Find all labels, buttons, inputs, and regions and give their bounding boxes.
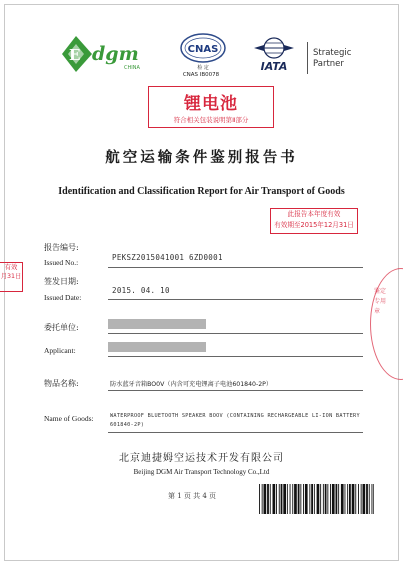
barcode-bar [347,484,348,514]
barcode-bar [341,484,344,514]
cnas-cn: 检 定 [197,65,209,71]
barcode-bar [327,484,328,514]
barcode-bar [264,484,267,514]
barcode-bar [292,484,293,514]
barcode-bar [349,484,351,514]
barcode-bar [259,484,260,514]
barcode-bar [332,484,335,514]
barcode-bar [287,484,288,514]
goods-value-en-line1: WATERPROOF BLUETOOTH SPEAKER BOOV (CONTAINING RECHARGEABLE LI-ION BATTERY [110,413,360,419]
company-name-cn: 北京迪捷姆空运技术开发有限公司 [119,453,284,464]
left-edge-stamp [0,262,23,292]
barcode-bar [338,484,339,514]
barcode-bar [262,484,263,514]
barcode-bar [369,484,370,514]
barcode-bar [325,484,327,514]
barcode-bar [298,484,300,514]
barcode-bar [352,484,355,514]
barcode-bar [283,484,286,514]
client-redacted [108,319,206,329]
applicant-redacted [108,342,206,352]
barcode-bar [281,484,283,514]
barcode-bar [309,484,310,514]
barcode-bar [336,484,338,514]
barcode-bar [305,484,308,514]
barcode-bar [372,484,373,514]
barcode-bar [345,484,346,514]
barcode [258,484,376,514]
barcode-bar [311,484,313,514]
client-underline [108,333,363,334]
barcode-bar [317,484,320,514]
validity-line2: 有效期至2015年12月31日 [274,221,354,229]
validity-stamp [270,208,358,234]
barcode-bar [314,484,315,514]
barcode-bar [273,484,276,514]
report-no-label-en: Issued No.: [44,258,79,267]
barcode-bar [279,484,280,514]
cnas-word: CNAS [187,44,219,55]
barcode-bar [323,484,324,514]
stamp-title: 锂电池 [184,94,238,114]
goods-value-cn: 防水蓝牙音箱BO0V（内含可充电锂离子电池601840-2P） [110,381,273,388]
report-no-label-cn: 报告编号: [44,243,79,252]
edgm-sub: CHINA [124,65,140,71]
barcode-bar [361,484,362,514]
barcode-bar [276,484,277,514]
right-seal-text: 鉴定专用章 [374,288,387,315]
barcode-bar [366,484,368,514]
left-stamp-line2: 月31日 [0,273,22,280]
barcode-bar [363,484,366,514]
report-no-value: PEKSZ2015041001 6ZD0001 [112,253,223,262]
report-title-en: Identification and Classification Report for Air Transport of Goods [58,186,345,197]
barcode-bar [320,484,321,514]
barcode-bar [294,484,297,514]
date-label-en: Issued Date: [44,293,82,302]
iata-globe-icon [254,38,294,58]
stamp-subtitle: 符合相关包装说明第Ⅱ部分 [173,116,249,124]
report-title-cn: 航空运输条件鉴别报告书 [105,149,298,166]
partner-line: Partner [313,58,344,69]
strategic-partner-text [313,48,351,69]
goods-cn-underline [108,390,363,391]
date-underline [108,299,363,300]
iata-logo [244,36,304,74]
barcode-bar [267,484,269,514]
applicant-underline [108,356,363,357]
barcode-bar [300,484,301,514]
barcode-bar [270,484,271,514]
iata-word: IATA [260,60,288,73]
edgm-mark: E [69,46,81,64]
edgm-wordmark: dgm [92,43,139,65]
barcode-bar [290,484,291,514]
strategic-line: Strategic [313,48,352,58]
logo-divider [307,42,308,74]
page-number: 第 1 页 共 4 页 [168,492,217,500]
report-no-underline [108,267,363,268]
date-value: 2015. 04. 10 [112,286,170,295]
barcode-bar [303,484,304,514]
lithium-battery-stamp [148,86,274,128]
barcode-bar [330,484,331,514]
date-label-cn: 签发日期: [44,277,79,286]
barcode-bar [355,484,356,514]
goods-label-cn: 物品名称: [44,379,79,388]
validity-line1: 此报告本年度有效 [287,210,341,218]
barcode-bar [373,484,374,514]
goods-value-en-line2: 601840-2P) [110,422,145,428]
cnas-number: CNAS IB0078 [182,72,220,78]
goods-en-underline [108,432,363,433]
client-label-cn: 委托单位: [44,323,79,332]
edgm-logo [58,30,150,76]
goods-label-en: Name of Goods: [44,414,94,423]
applicant-label-en: Applicant: [44,346,76,355]
left-stamp-line1: 有效 [4,264,18,271]
barcode-bar [358,484,359,514]
company-name-en: Beijing DGM Air Transport Technology Co.,Ltd [133,468,270,476]
